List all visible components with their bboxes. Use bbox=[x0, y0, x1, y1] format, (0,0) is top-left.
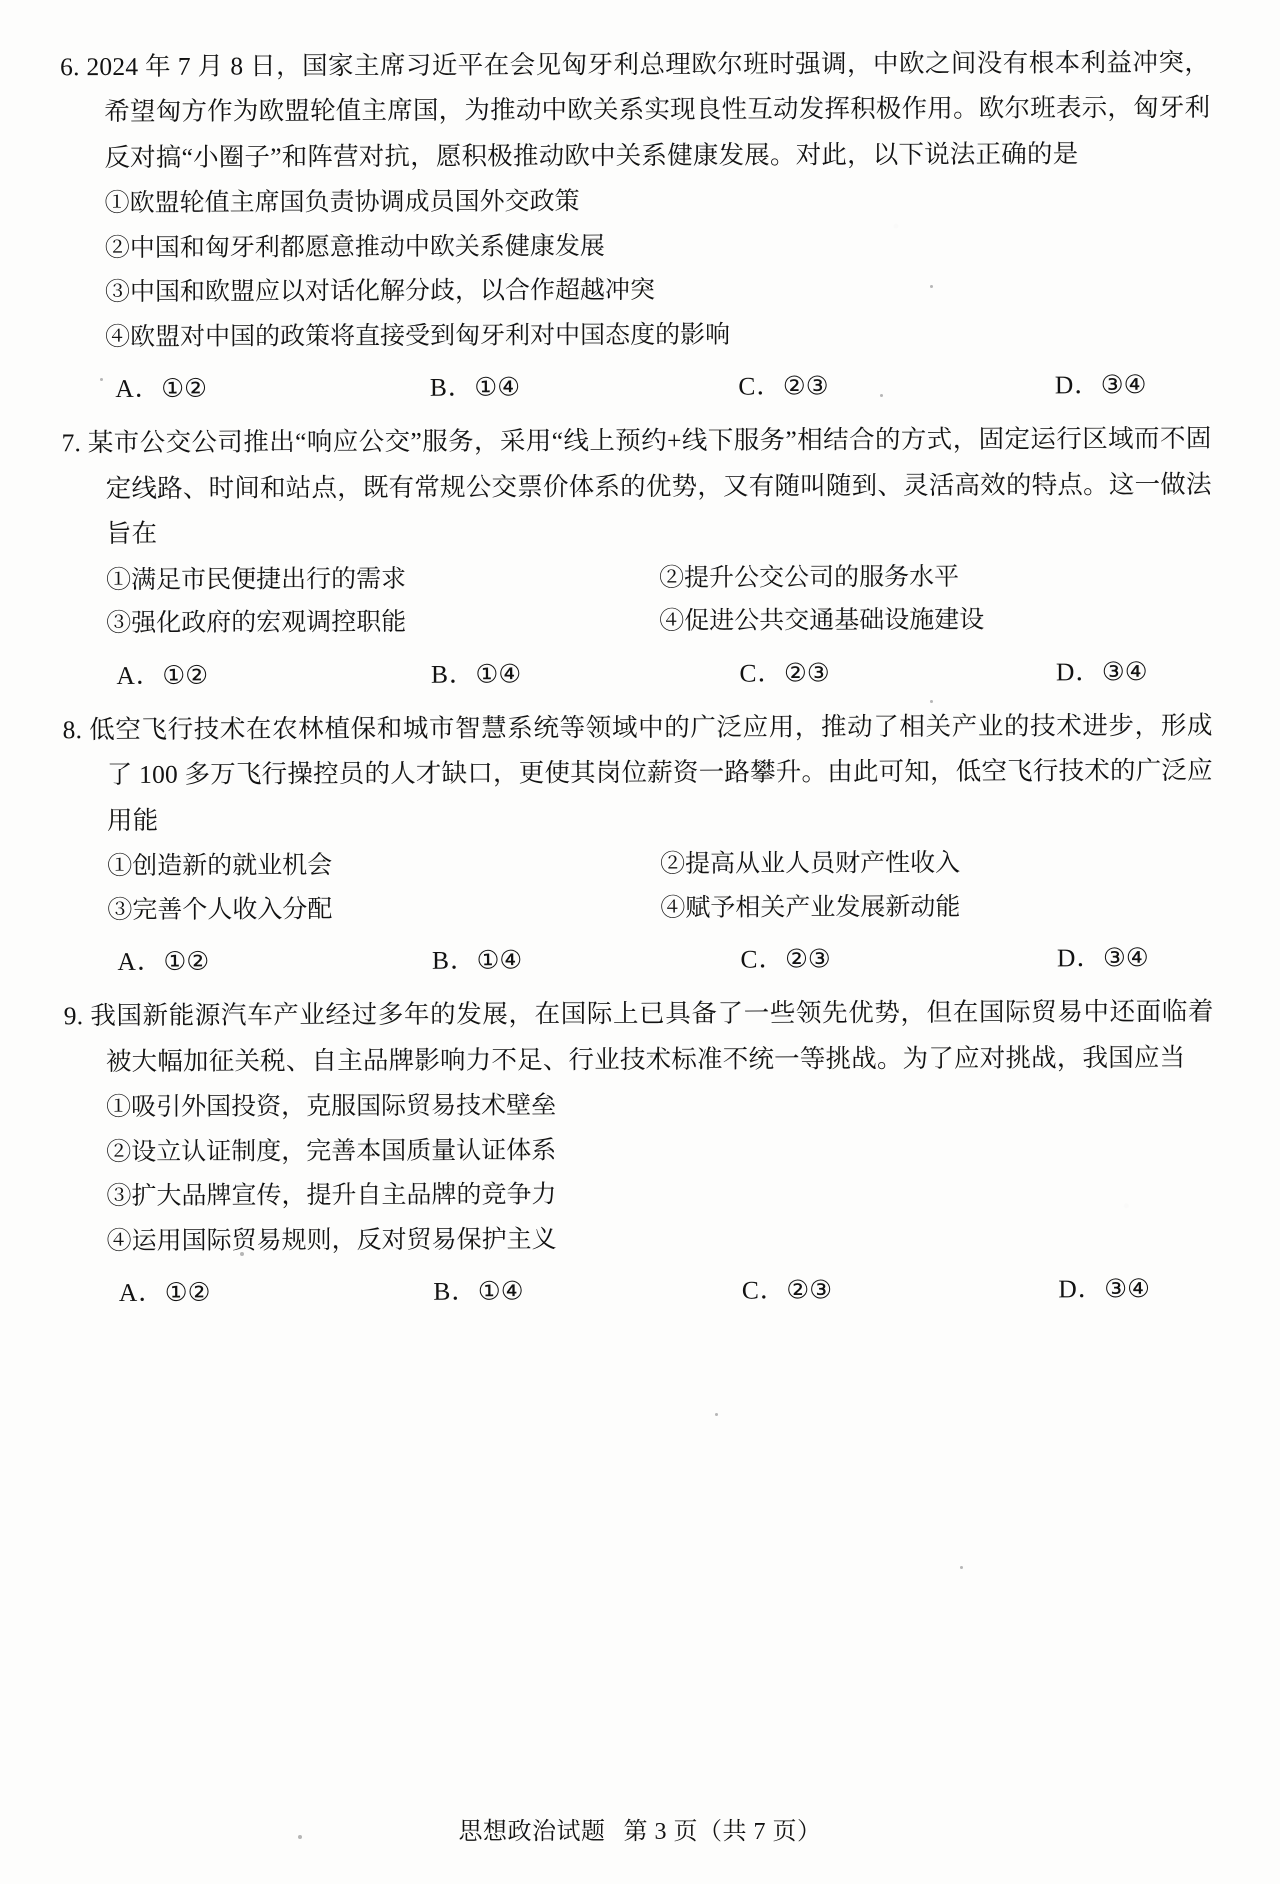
option-b-label: B． bbox=[431, 945, 477, 975]
footer-page-number: 第 3 页（共 7 页） bbox=[623, 1819, 822, 1845]
question-item-row bbox=[63, 884, 1213, 932]
scan-speck bbox=[715, 1413, 718, 1416]
option-c-label: C． bbox=[738, 371, 783, 401]
question-item: ①创造新的就业机会 bbox=[107, 852, 333, 881]
question-item: ④运用国际贸易规则，反对贸易保护主义 bbox=[106, 1225, 557, 1255]
question-number: 9. bbox=[63, 1001, 84, 1031]
option-a[interactable] bbox=[109, 1270, 396, 1314]
option-c-label: C． bbox=[741, 1275, 787, 1305]
question-stem bbox=[63, 703, 1214, 844]
question-stem bbox=[61, 416, 1212, 557]
answer-options bbox=[65, 1267, 1215, 1315]
option-c-text: ②③ bbox=[783, 657, 830, 688]
option-d[interactable] bbox=[1018, 1266, 1280, 1311]
option-b[interactable] bbox=[392, 365, 707, 410]
question-stem-text: 我国新能源汽车产业经过多年的发展，在国际上已具备了一些领先优势，但在国际贸易中还面临着被大幅加征关税、自主品牌影响力不足、行业技术标准不统一等挑战。为了应对挑战，我国应当 bbox=[90, 997, 1214, 1076]
option-a[interactable] bbox=[105, 366, 392, 410]
footer-title: 思想政治试题 bbox=[458, 1819, 606, 1845]
question-block bbox=[63, 703, 1214, 984]
option-c-label: C． bbox=[739, 658, 784, 688]
option-b-label: B． bbox=[433, 1276, 478, 1306]
question-item: ③扩大品牌宣传，提升自主品牌的竞争力 bbox=[106, 1181, 557, 1211]
option-a-text: ①② bbox=[162, 660, 209, 690]
option-b-text: ①④ bbox=[475, 659, 522, 689]
option-c-label: C． bbox=[740, 944, 786, 974]
option-a[interactable] bbox=[106, 653, 393, 697]
option-c[interactable] bbox=[710, 1268, 1019, 1313]
question-item: ④促进公共交通基础设施建设 bbox=[659, 606, 985, 636]
question-block bbox=[61, 416, 1212, 697]
question-item-row bbox=[63, 841, 1213, 889]
option-c-text: ②③ bbox=[786, 1275, 833, 1305]
question-stem-text: 2024 年 7 月 8 日，国家主席习近平在会见匈牙利总理欧尔班时强调，中欧之间没有根本利益冲突，希望匈方作为欧盟轮值主席国，为推动中欧关系实现良性互动发挥积极作用。欧尔班表示，匈牙利反对搞“小圈子”和阵营对抗，愿积极推动欧中关系健康发展。对此，以下说法正确的是 bbox=[86, 47, 1211, 172]
question-item: ②中国和匈牙利都愿意推动中欧关系健康发展 bbox=[104, 232, 605, 262]
answer-options bbox=[63, 936, 1213, 984]
option-b-label: B． bbox=[429, 372, 475, 402]
question-item: ②设立认证制度，完善本国质量认证体系 bbox=[106, 1136, 557, 1166]
option-b[interactable] bbox=[393, 651, 708, 696]
answer-options bbox=[61, 363, 1211, 411]
question-number: 7. bbox=[61, 428, 82, 458]
scan-speck bbox=[960, 1566, 963, 1569]
question-item: ②提升公交公司的服务水平 bbox=[659, 563, 960, 592]
option-d[interactable] bbox=[1017, 935, 1280, 980]
option-d-label: D． bbox=[1056, 943, 1103, 973]
option-d-text: ③④ bbox=[1102, 943, 1149, 973]
option-a-text: ①② bbox=[163, 946, 210, 976]
option-a-text: ①② bbox=[164, 1277, 211, 1307]
option-b-text: ①④ bbox=[476, 945, 523, 975]
option-a-text: ①② bbox=[161, 373, 208, 403]
question-stem-text: 低空飞行技术在农林植保和城市智慧系统等领域中的广泛应用，推动了相关产业的技术进步，形成了 100 多万飞行操控员的人才缺口，更使其岗位薪资一路攀升。由此可知，低空飞行技术的广泛应用能 bbox=[89, 710, 1213, 835]
option-d-label: D． bbox=[1055, 656, 1102, 686]
page-footer bbox=[0, 1811, 1280, 1846]
question-item: ③完善个人收入分配 bbox=[107, 895, 333, 924]
question-item: ①满足市民便捷出行的需求 bbox=[106, 565, 407, 594]
question-stem bbox=[64, 989, 1214, 1084]
option-d[interactable] bbox=[1016, 649, 1280, 694]
option-d[interactable] bbox=[1015, 362, 1280, 407]
question-item: ①吸引外国投资，克服国际贸易技术壁垒 bbox=[106, 1092, 557, 1122]
option-d-label: D． bbox=[1058, 1274, 1105, 1304]
option-d-label: D． bbox=[1054, 370, 1101, 400]
question-item-row bbox=[62, 598, 1212, 646]
question-item: ③强化政府的宏观调控职能 bbox=[106, 608, 407, 638]
question-item: ②提高从业人员财产性收入 bbox=[660, 849, 961, 878]
question-item-row bbox=[62, 554, 1212, 602]
option-c[interactable] bbox=[706, 364, 1015, 409]
option-a[interactable] bbox=[107, 939, 394, 983]
option-d-text: ③④ bbox=[1104, 1274, 1151, 1304]
question-block bbox=[64, 989, 1215, 1315]
option-c[interactable] bbox=[708, 937, 1017, 982]
option-c-text: ②③ bbox=[782, 371, 829, 401]
option-b-label: B． bbox=[430, 659, 476, 689]
option-b[interactable] bbox=[395, 1269, 710, 1314]
question-item: ④赋予相关产业发展新动能 bbox=[660, 893, 961, 922]
option-c-text: ②③ bbox=[784, 944, 831, 974]
question-stem bbox=[60, 40, 1211, 181]
option-b-text: ①④ bbox=[477, 1276, 524, 1306]
question-number: 6. bbox=[60, 52, 80, 82]
question-item: ①欧盟轮值主席国负责协调成员国外交政策 bbox=[104, 188, 580, 218]
option-b-text: ①④ bbox=[474, 372, 521, 402]
option-c[interactable] bbox=[707, 650, 1016, 695]
question-number: 8. bbox=[62, 715, 83, 745]
option-a-label: A． bbox=[116, 660, 163, 690]
option-a-label: A． bbox=[118, 1277, 165, 1308]
question-stem-text: 某市公交公司推出“响应公交”服务，采用“线上预约+线下服务”相结合的方式，固定运行区域而不固定线路、时间和站点，既有常规公交票价体系的优势，又有随叫随到、灵活高效的特点。这一做法旨在 bbox=[87, 424, 1212, 549]
question-item: ③中国和欧盟应以对话化解分歧，以合作超越冲突 bbox=[104, 277, 656, 307]
option-d-text: ③④ bbox=[1101, 656, 1148, 686]
option-a-label: A． bbox=[115, 373, 162, 404]
answer-options bbox=[62, 649, 1212, 697]
question-item: ④欧盟对中国的政策将直接受到匈牙利对中国态度的影响 bbox=[105, 321, 731, 351]
option-b[interactable] bbox=[394, 938, 709, 983]
question-block bbox=[60, 40, 1211, 411]
page-content bbox=[60, 40, 1215, 1315]
option-a-label: A． bbox=[117, 946, 164, 977]
option-d-text: ③④ bbox=[1100, 370, 1147, 400]
